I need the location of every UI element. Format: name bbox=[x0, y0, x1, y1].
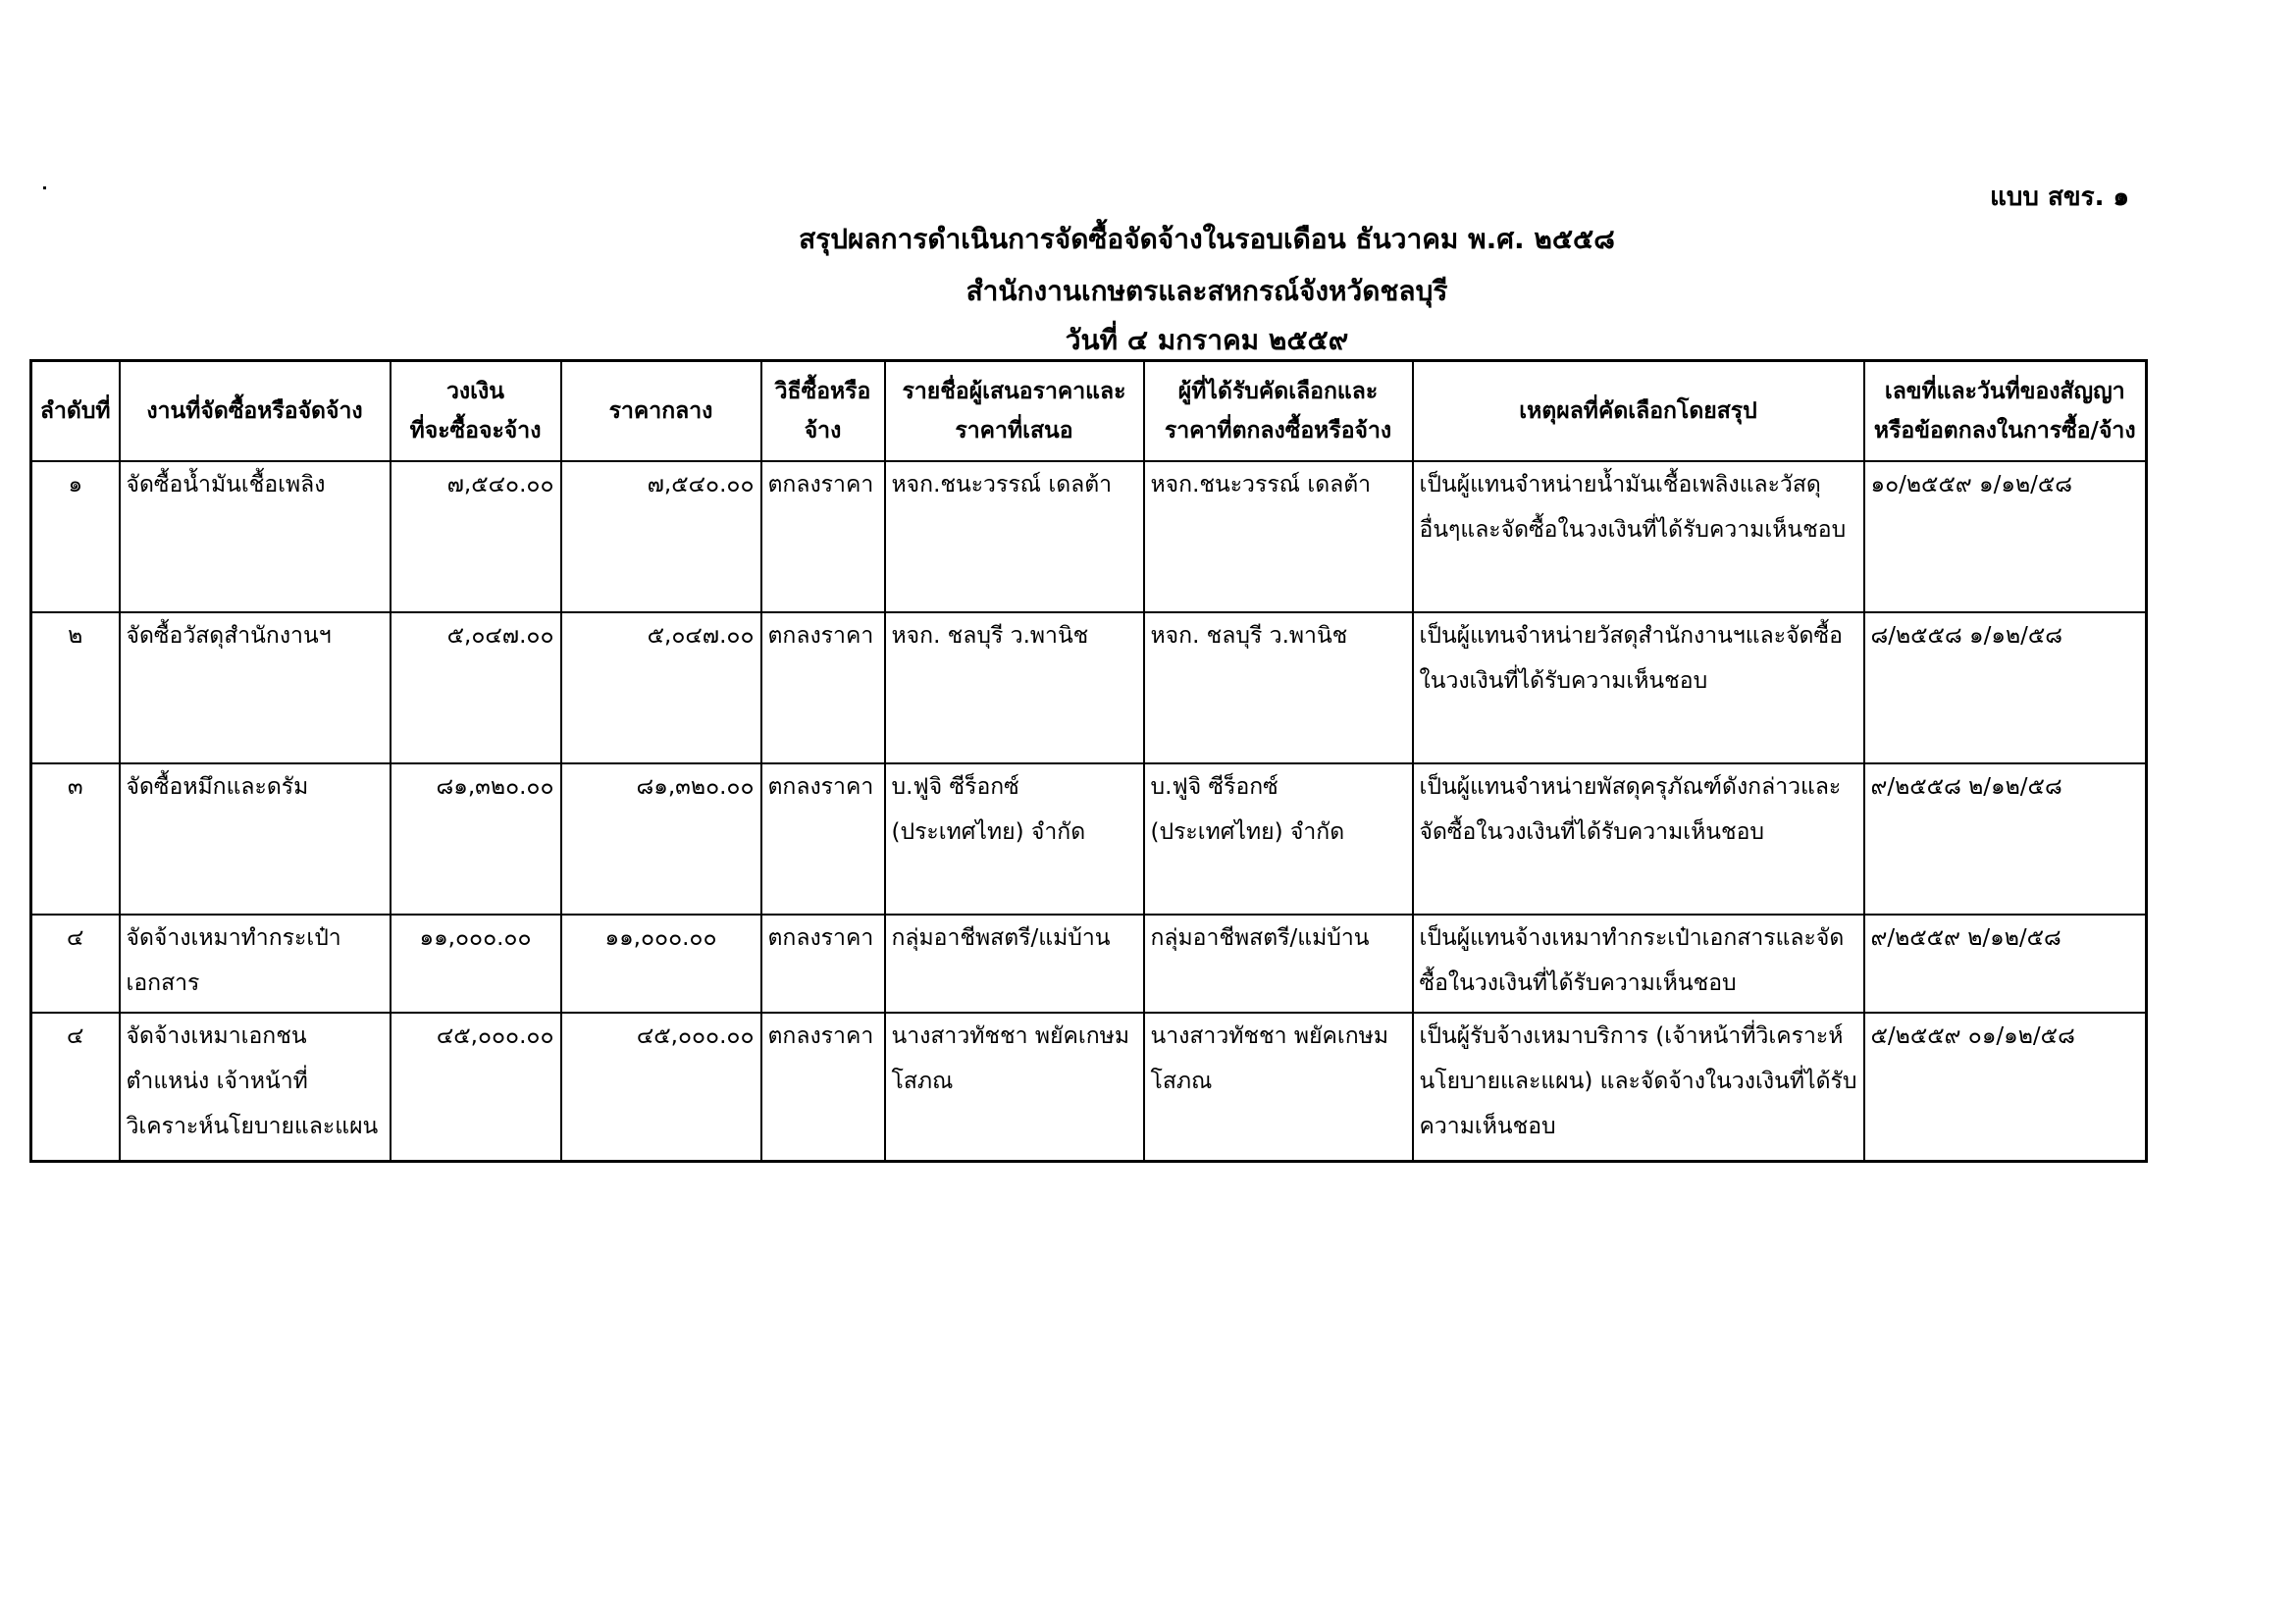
row-method: ตกลงราคา bbox=[761, 461, 885, 612]
table-row bbox=[31, 461, 2147, 612]
header-no: ลำดับที่ bbox=[31, 361, 120, 461]
header-selected: ผู้ที่ได้รับคัดเลือกและ ราคาที่ตกลงซื้อหรือจ้าง bbox=[1144, 361, 1413, 461]
document-title: สรุปผลการดำเนินการจัดซื้อจัดจ้างในรอบเดือน ธันวาคม พ.ศ. ๒๕๕๘ bbox=[799, 223, 1615, 255]
row-budget: ๗,๕๔๐.๐๐ bbox=[391, 461, 561, 612]
row-budget: ๔๕,๐๐๐.๐๐ bbox=[391, 1013, 561, 1162]
row-contract: ๕/๒๕๕๙ ๐๑/๑๒/๕๘ bbox=[1864, 1013, 2147, 1162]
header-method: วิธีซื้อหรือ จ้าง bbox=[761, 361, 885, 461]
table-row bbox=[31, 1013, 2147, 1162]
row-no: ๔ bbox=[31, 1013, 120, 1162]
row-contract: ๙/๒๕๕๙ ๒/๑๒/๕๘ bbox=[1864, 915, 2147, 1013]
row-budget: ๑๑,๐๐๐.๐๐ bbox=[391, 915, 561, 1013]
row-selected: หจก. ชลบุรี ว.พานิช bbox=[1144, 612, 1413, 763]
header-budget: วงเงิน ที่จะซื้อจะจ้าง bbox=[391, 361, 561, 461]
row-task: จัดซื้อหมึกและดรัม bbox=[120, 763, 391, 915]
procurement-table bbox=[29, 359, 2148, 1163]
header-task: งานที่จัดซื้อหรือจัดจ้าง bbox=[120, 361, 391, 461]
row-no: ๑ bbox=[31, 461, 120, 612]
row-budget: ๕,๐๔๗.๐๐ bbox=[391, 612, 561, 763]
row-reason: เป็นผู้แทนจำหน่ายน้ำมันเชื้อเพลิงและวัสดุอื่นๆและจัดซื้อในวงเงินที่ได้รับความเห็นชอบ bbox=[1413, 461, 1864, 612]
row-task: จัดจ้างเหมาเอกชน ตำแหน่ง เจ้าหน้าที่วิเคราะห์นโยบายและแผน bbox=[120, 1013, 391, 1162]
row-median-price: ๑๑,๐๐๐.๐๐ bbox=[561, 915, 761, 1013]
row-median-price: ๘๑,๓๒๐.๐๐ bbox=[561, 763, 761, 915]
row-bidder: หจก. ชลบุรี ว.พานิช bbox=[885, 612, 1144, 763]
row-no: ๒ bbox=[31, 612, 120, 763]
row-reason: เป็นผู้รับจ้างเหมาบริการ (เจ้าหน้าที่วิเคราะห์นโยบายและแผน) และจัดจ้างในวงเงินที่ได้รับความเห็นชอบ bbox=[1413, 1013, 1864, 1162]
header-bidders: รายชื่อผู้เสนอราคาและ ราคาที่เสนอ bbox=[885, 361, 1144, 461]
table-row bbox=[31, 763, 2147, 915]
row-method: ตกลงราคา bbox=[761, 612, 885, 763]
row-task: จัดจ้างเหมาทำกระเป๋าเอกสาร bbox=[120, 915, 391, 1013]
row-median-price: ๔๕,๐๐๐.๐๐ bbox=[561, 1013, 761, 1162]
row-reason: เป็นผู้แทนจำหน่ายวัสดุสำนักงานฯและจัดซื้อในวงเงินที่ได้รับความเห็นชอบ bbox=[1413, 612, 1864, 763]
row-reason: เป็นผู้แทนจำหน่ายพัสดุครุภัณฑ์ดังกล่าวและจัดซื้อในวงเงินที่ได้รับความเห็นชอบ bbox=[1413, 763, 1864, 915]
row-task: จัดซื้อน้ำมันเชื้อเพลิง bbox=[120, 461, 391, 612]
header-median-price: ราคากลาง bbox=[561, 361, 761, 461]
row-contract: ๘/๒๕๕๘ ๑/๑๒/๕๘ bbox=[1864, 612, 2147, 763]
table-header-row bbox=[31, 361, 2147, 461]
row-method: ตกลงราคา bbox=[761, 915, 885, 1013]
row-contract: ๑๐/๒๕๕๙ ๑/๑๒/๕๘ bbox=[1864, 461, 2147, 612]
header-contract: เลขที่และวันที่ของสัญญา หรือข้อตกลงในการซื้อ/จ้าง bbox=[1864, 361, 2147, 461]
row-reason: เป็นผู้แทนจ้างเหมาทำกระเป๋าเอกสารและจัดซื้อในวงเงินที่ได้รับความเห็นชอบ bbox=[1413, 915, 1864, 1013]
row-bidder: หจก.ชนะวรรณ์ เดลต้า bbox=[885, 461, 1144, 612]
row-selected: นางสาวทัชชา พยัคเกษมโสภณ bbox=[1144, 1013, 1413, 1162]
row-no: ๓ bbox=[31, 763, 120, 915]
row-bidder: นางสาวทัชชา พยัคเกษมโสภณ bbox=[885, 1013, 1144, 1162]
row-method: ตกลงราคา bbox=[761, 1013, 885, 1162]
row-selected: บ.ฟูจิ ซีร็อกซ์ (ประเทศไทย) จำกัด bbox=[1144, 763, 1413, 915]
row-selected: หจก.ชนะวรรณ์ เดลต้า bbox=[1144, 461, 1413, 612]
row-median-price: ๗,๕๔๐.๐๐ bbox=[561, 461, 761, 612]
speck bbox=[43, 186, 46, 189]
agency-name: สำนักงานเกษตรและสหกรณ์จังหวัดชลบุรี bbox=[965, 275, 1448, 307]
row-bidder: บ.ฟูจิ ซีร็อกซ์ (ประเทศไทย) จำกัด bbox=[885, 763, 1144, 915]
row-method: ตกลงราคา bbox=[761, 763, 885, 915]
row-task: จัดซื้อวัสดุสำนักงานฯ bbox=[120, 612, 391, 763]
row-bidder: กลุ่มอาชีพสตรี/แม่บ้าน bbox=[885, 915, 1144, 1013]
row-contract: ๙/๒๕๕๘ ๒/๑๒/๕๘ bbox=[1864, 763, 2147, 915]
row-median-price: ๕,๐๔๗.๐๐ bbox=[561, 612, 761, 763]
document-date: วันที่ ๔ มกราคม ๒๕๕๙ bbox=[1065, 324, 1349, 356]
row-no: ๔ bbox=[31, 915, 120, 1013]
header-reason: เหตุผลที่คัดเลือกโดยสรุป bbox=[1413, 361, 1864, 461]
table-row bbox=[31, 915, 2147, 1013]
row-selected: กลุ่มอาชีพสตรี/แม่บ้าน bbox=[1144, 915, 1413, 1013]
row-budget: ๘๑,๓๒๐.๐๐ bbox=[391, 763, 561, 915]
form-code: แบบ สขร. ๑ bbox=[1990, 183, 2129, 212]
table-row bbox=[31, 612, 2147, 763]
